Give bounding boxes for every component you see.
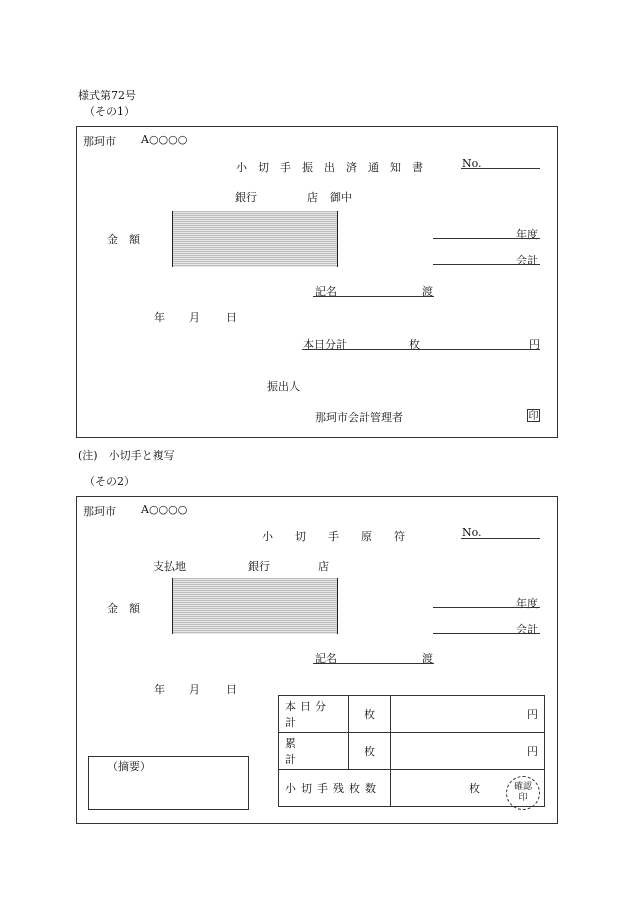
part2-code: A○○○○ bbox=[141, 503, 188, 516]
form-number: 様式第72号 bbox=[78, 89, 136, 102]
confirm-seal-mark: 印 bbox=[518, 793, 528, 803]
part1-no-label: No. bbox=[462, 157, 482, 170]
part1-code: A○○○○ bbox=[141, 133, 188, 146]
part2-payee-suffix: 渡 bbox=[422, 652, 433, 665]
table-row bbox=[279, 696, 545, 733]
confirm-seal-text: 確認 bbox=[513, 782, 532, 792]
copy-note: (注) 小切手と複写 bbox=[78, 449, 175, 462]
part1-fiscal-year: 年度 bbox=[516, 228, 538, 241]
part1-no-underline bbox=[461, 168, 540, 169]
part1-bank: 銀行 bbox=[235, 191, 257, 204]
part2-no-underline bbox=[461, 538, 540, 539]
part2-date-year: 年 bbox=[154, 683, 165, 696]
part2-account-line bbox=[433, 633, 540, 634]
part1-title: 小 切 手 振 出 済 通 知 書 bbox=[236, 161, 423, 174]
part1-payee-suffix: 渡 bbox=[422, 285, 433, 298]
part1-today-total-yen: 円 bbox=[529, 338, 540, 351]
row-value-unit: 枚 bbox=[391, 770, 545, 807]
row-label: 小切手残枚数 bbox=[279, 770, 391, 807]
row-label: 本日分計 bbox=[279, 696, 349, 733]
row-value-unit: 円 bbox=[391, 733, 545, 770]
part1-payee-label: 記名 bbox=[315, 285, 337, 298]
part1-account: 会計 bbox=[516, 254, 538, 267]
part2-no-label: No. bbox=[462, 526, 482, 539]
part1-account-line bbox=[433, 264, 540, 265]
part1-date-month: 月 bbox=[189, 311, 200, 324]
part2-issuer: 那珂市 bbox=[83, 505, 116, 518]
part1-branch: 店 bbox=[307, 191, 318, 204]
part2-payee-line bbox=[313, 663, 434, 664]
part1-label: （その1） bbox=[84, 105, 135, 118]
part2-fiscal-year-line bbox=[433, 607, 540, 608]
summary-remarks-label: （摘要） bbox=[107, 760, 151, 773]
table-row bbox=[279, 770, 545, 807]
part1-payee-line bbox=[313, 296, 434, 297]
part2-branch: 店 bbox=[318, 560, 329, 573]
part1-today-total-count-unit: 枚 bbox=[409, 338, 420, 351]
part2-pay-place: 支払地 bbox=[153, 560, 186, 573]
part2-amount-field bbox=[172, 578, 338, 634]
part2-date-month: 月 bbox=[189, 683, 200, 696]
part1-today-total-line bbox=[302, 349, 540, 350]
row-unit: 枚 bbox=[349, 696, 391, 733]
row-unit: 枚 bbox=[349, 733, 391, 770]
table-row bbox=[279, 733, 545, 770]
totals-table bbox=[278, 695, 545, 807]
part1-fiscal-year-line bbox=[433, 238, 540, 239]
part1-addressee: 御中 bbox=[330, 191, 352, 204]
part1-date-year: 年 bbox=[154, 311, 165, 324]
part2-account: 会計 bbox=[516, 623, 538, 636]
part1-today-total-label: 本日分計 bbox=[303, 338, 347, 351]
part1-amount-label: 金 額 bbox=[107, 233, 140, 246]
confirm-seal-icon bbox=[506, 776, 540, 810]
part2-bank: 銀行 bbox=[248, 560, 270, 573]
part2-amount-label: 金 額 bbox=[107, 602, 140, 615]
part1-officer: 那珂市会計管理者 bbox=[315, 411, 403, 424]
part1-issuer: 那珂市 bbox=[83, 135, 116, 148]
part2-payee-label: 記名 bbox=[315, 652, 337, 665]
part1-seal-mark: 印 bbox=[528, 411, 539, 422]
row-value-unit: 円 bbox=[391, 696, 545, 733]
part2-date-day: 日 bbox=[226, 683, 237, 696]
part1-amount-field bbox=[172, 211, 338, 267]
part2-label: （その2） bbox=[84, 475, 135, 488]
part1-drawer: 振出人 bbox=[267, 380, 300, 393]
row-label: 累 計 bbox=[279, 733, 349, 770]
part1-date-day: 日 bbox=[226, 311, 237, 324]
part2-title: 小 切 手 原 符 bbox=[262, 530, 405, 543]
part2-fiscal-year: 年度 bbox=[516, 597, 538, 610]
